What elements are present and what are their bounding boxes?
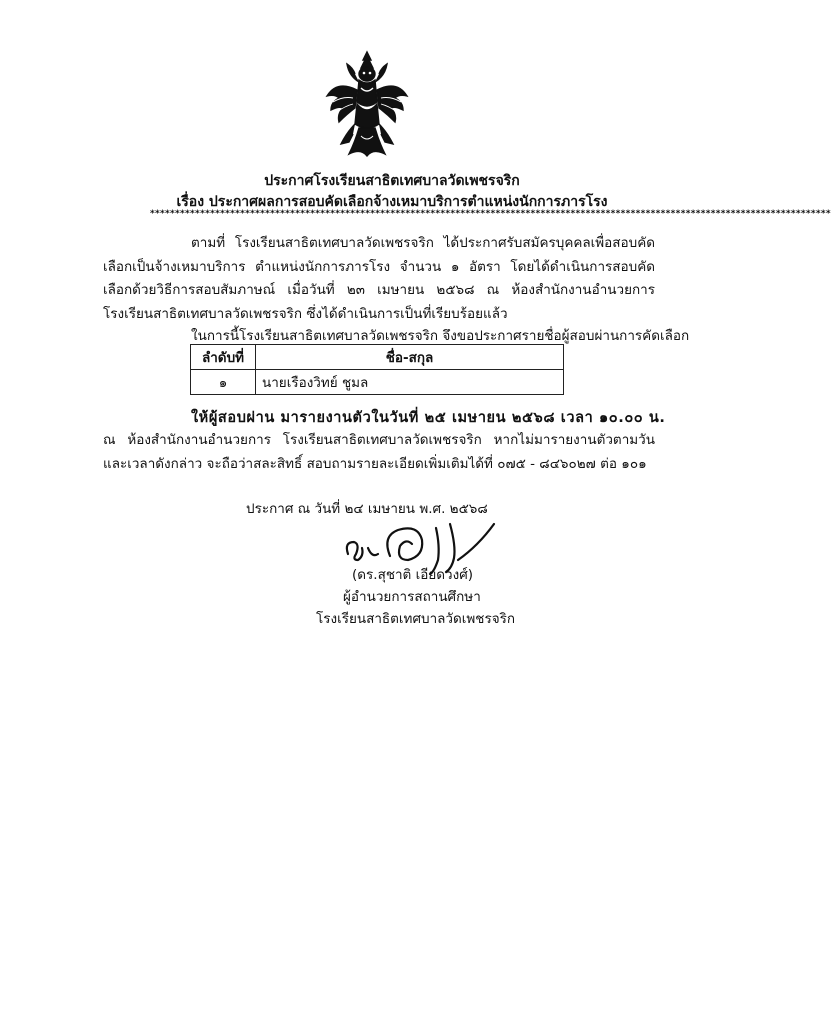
column-header-order: ลำดับที่ [191,345,256,370]
body-paragraph-1: ตามที่ โรงเรียนสาธิตเทศบาลวัดเพชรจริก ได้ประกาศรับสมัครบุคคลเพื่อสอบคัดเลือกเป็นจ้างเหมาบริการ ตำแหน่งนักการภารโรง จำนวน ๑ อัตรา โดยได้ดำเนินการสอบคัดเลือกด้วยวิธีการสอบสัมภาษณ์ เมื่อวันที่ ๒๓ เมษายน ๒๕๖๘ ณ ห้องสำนักงานอำนวยการ โรงเรียนสาธิตเทศบาลวัดเพชรจริก ซึ่งได้ดำเนินการเป็นที่เรียบร้อยแล้ว [103,235,655,322]
body-paragraph-2: ในการนี้โรงเรียนสาธิตเทศบาลวัดเพชรจริก จึงขอประกาศรายชื่อผู้สอบผ่านการคัดเลือก [191,328,690,344]
separator-line: **************************************************************************************************************************************** [150,209,831,219]
results-table [190,344,564,395]
signer-name: (ดร.สุชาติ เอียดวงศ์) [352,567,474,583]
garuda-emblem-icon [325,50,409,160]
table-cell-order: ๑ [191,370,256,395]
signer-position: ผู้อำนวยการสถานศึกษา [343,589,481,605]
body-paragraph-3: ณ ห้องสำนักงานอำนวยการ โรงเรียนสาธิตเทศบาลวัดเพชรจริก หากไม่มารายงานตัวตามวันและเวลาดังกล่าว จะถือว่าสละสิทธิ์ สอบถามรายละเอียดเพิ่มเติมได้ที่ ๐๗๕ - ๘๔๖๐๒๗ ต่อ ๑๐๑ [103,432,655,472]
announcement-subject: เรื่อง ประกาศผลการสอบคัดเลือกจ้างเหมาบริการตำแหน่งนักการภารโรง [176,194,608,210]
announce-date: ประกาศ ณ วันที่ ๒๔ เมษายน พ.ศ. ๒๕๖๘ [246,501,488,517]
announcement-title: ประกาศโรงเรียนสาธิตเทศบาลวัดเพชรจริก [264,173,520,189]
table-header-row [191,345,564,370]
table-row [191,370,564,395]
report-instruction: ให้ผู้สอบผ่าน มารายงานตัวในวันที่ ๒๕ เมษายน ๒๕๖๘ เวลา ๑๐.๐๐ น. [191,410,666,426]
signer-organization: โรงเรียนสาธิตเทศบาลวัดเพชรจริก [316,611,516,627]
column-header-name: ชื่อ-สกุล [256,345,564,370]
table-cell-name: นายเรืองวิทย์ ชูมล [256,370,564,395]
